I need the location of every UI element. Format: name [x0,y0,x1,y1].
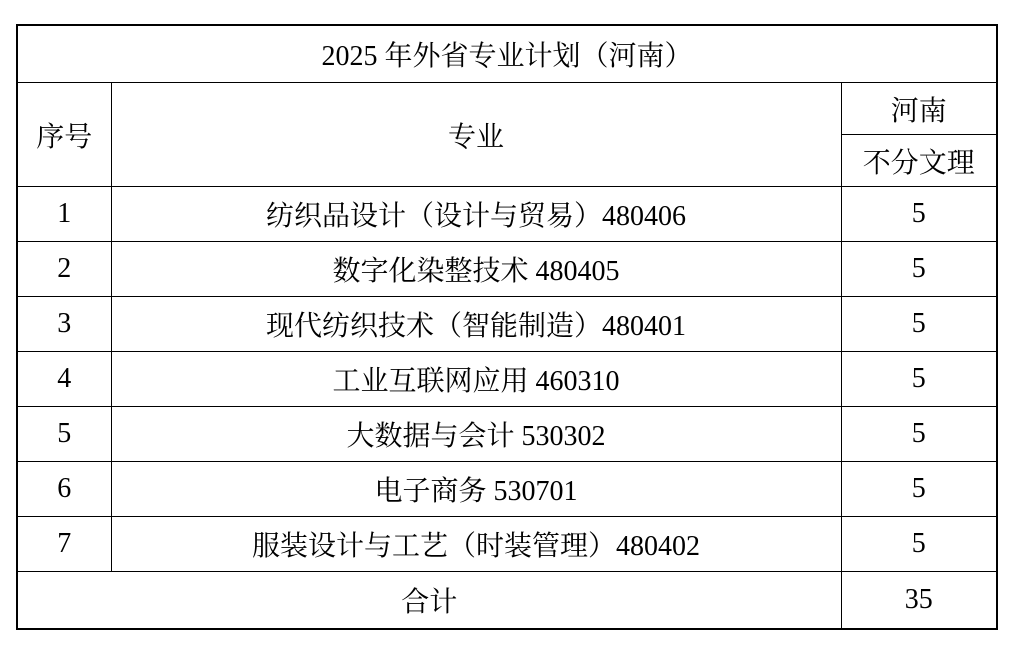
major-name: 大数据与会计 530302 [111,407,841,462]
table-row [17,352,997,407]
column-header-region: 河南 [841,83,997,135]
row-number: 3 [17,297,111,352]
plan-count: 5 [841,517,997,572]
plan-count: 5 [841,297,997,352]
row-number: 6 [17,462,111,517]
plan-count: 5 [841,242,997,297]
table-row [17,572,997,630]
row-number: 7 [17,517,111,572]
major-name: 电子商务 530701 [111,462,841,517]
major-name: 纺织品设计（设计与贸易）480406 [111,187,841,242]
table-row [17,297,997,352]
table-row [17,242,997,297]
total-label: 合计 [17,572,841,630]
column-header-no: 序号 [17,83,111,187]
plan-count: 5 [841,352,997,407]
plan-count: 5 [841,407,997,462]
major-name: 工业互联网应用 460310 [111,352,841,407]
table-title: 2025 年外省专业计划（河南） [17,25,997,83]
plan-count: 5 [841,187,997,242]
row-number: 1 [17,187,111,242]
table-row [17,407,997,462]
table-row [17,517,997,572]
table-row [17,462,997,517]
table-row [17,187,997,242]
row-number: 4 [17,352,111,407]
plan-count: 5 [841,462,997,517]
major-name: 数字化染整技术 480405 [111,242,841,297]
row-number: 2 [17,242,111,297]
total-value: 35 [841,572,997,630]
admission-plan-table [16,24,998,630]
table-row [17,25,997,83]
row-number: 5 [17,407,111,462]
column-header-major: 专业 [111,83,841,187]
column-header-region-sub: 不分文理 [841,135,997,187]
major-name: 服装设计与工艺（时装管理）480402 [111,517,841,572]
major-name: 现代纺织技术（智能制造）480401 [111,297,841,352]
table-row [17,83,997,135]
